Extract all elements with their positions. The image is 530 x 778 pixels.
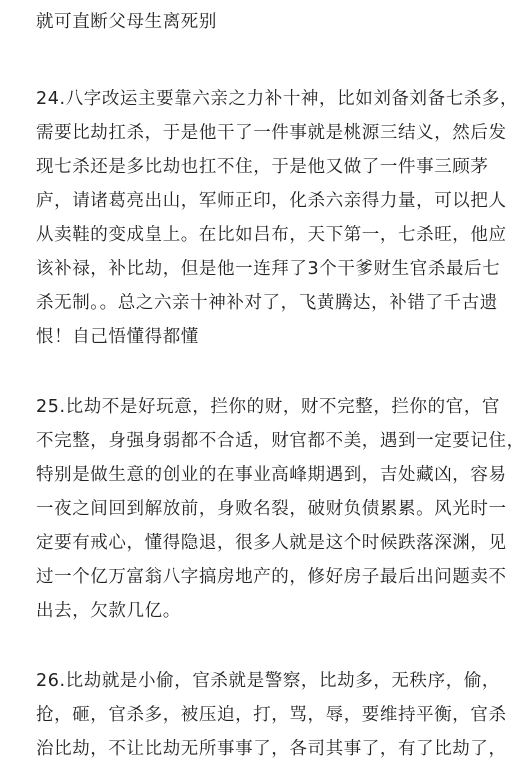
text-line: 26.比劫就是小偷，官杀就是警察，比劫多，无秩序，偷， <box>36 671 501 691</box>
text-line: 恨！自己悟懂得都懂 <box>36 327 199 347</box>
text-line: 该补禄，补比劫，但是他一连拜了3个干爹财生官杀最后七 <box>36 259 501 279</box>
text-line: 特别是做生意的创业的在事业高峰期遇到，吉处藏凶，容易 <box>36 465 507 485</box>
text-line: 25.比劫不是好玩意，拦你的财，财不完整，拦你的官，官 <box>36 397 501 417</box>
text-line: 从卖鞋的变成皇上。在比如吕布，天下第一，七杀旺，他应 <box>36 225 507 245</box>
text-line: 过一个亿万富翁八字搞房地产的，修好房子最后出问题卖不 <box>36 567 507 587</box>
text-line: 不完整，身强身弱都不合适，财官都不美，遇到一定要记住， <box>36 431 525 451</box>
text-line: 就可直断父母生离死别 <box>36 12 217 32</box>
text-line: 抢，砸，官杀多，被压迫，打，骂，辱，要维持平衡，官杀 <box>36 705 507 725</box>
text-line: 出去，欠款几亿。 <box>36 601 181 621</box>
text-line: 杀无制。。总之六亲十神补对了，飞黄腾达，补错了千古遗 <box>36 293 498 313</box>
text-line: 一夜之间回到解放前，身败名裂，破财负债累累。风光时一 <box>36 499 507 519</box>
text-line: 庐，请诸葛亮出山，军师正印，化杀六亲得力量，可以把人 <box>36 191 507 211</box>
text-line: 定要有戒心，懂得隐退，很多人就是这个时候跌落深渊，见 <box>36 533 507 553</box>
text-line: 需要比劫扛杀，于是他干了一件事就是桃源三结义，然后发 <box>36 123 507 143</box>
text-line: 24.八字改运主要靠六亲之力补十神，比如刘备刘备七杀多， <box>36 89 519 109</box>
text-line: 治比劫，不让比劫无所事事了，各司其事了，有了比劫了， <box>36 739 507 759</box>
text-line: 现七杀还是多比劫也扛不住，于是他又做了一件事三顾茅 <box>36 157 489 177</box>
